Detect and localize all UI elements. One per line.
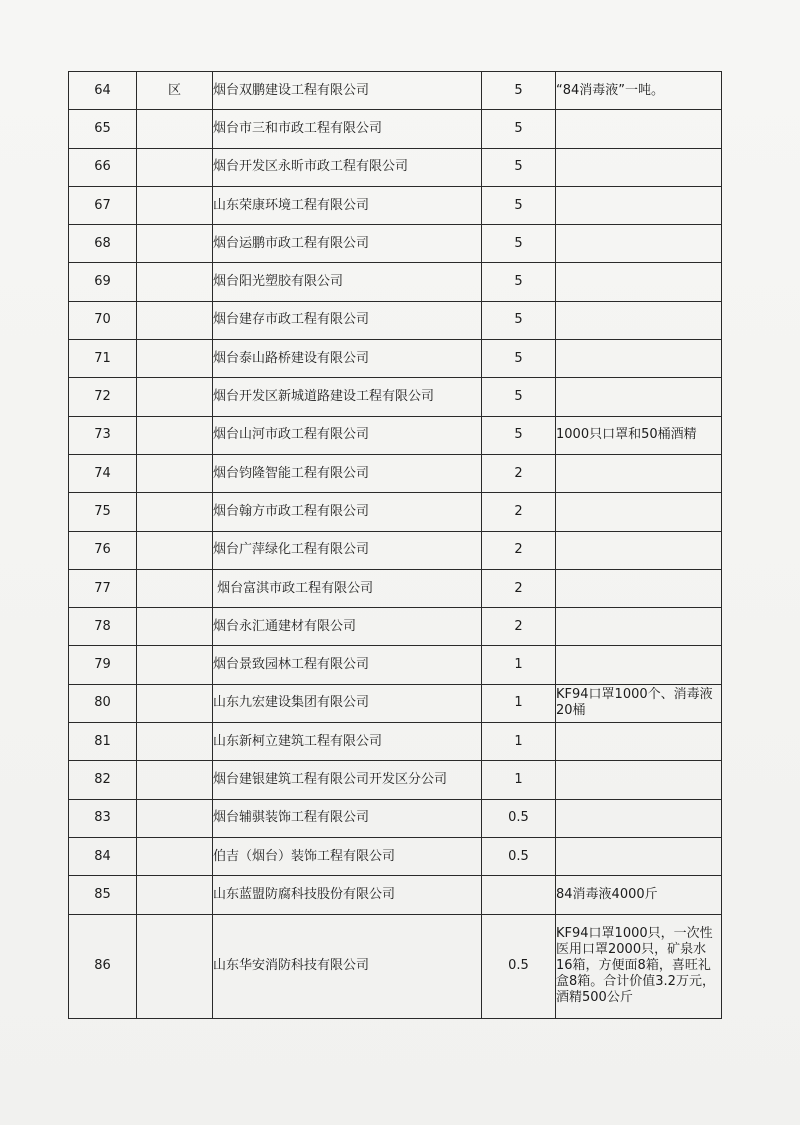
- donation-note: [556, 301, 722, 339]
- table-row: [69, 454, 722, 492]
- table-row: [69, 761, 722, 799]
- donation-note: [556, 761, 722, 799]
- donation-amount: 1: [482, 646, 556, 684]
- area-cell: [137, 914, 213, 1018]
- area-cell: [137, 837, 213, 875]
- table-row: [69, 340, 722, 378]
- area-cell: [137, 531, 213, 569]
- company-name: 山东九宏建设集团有限公司: [213, 684, 482, 722]
- company-name: 烟台运鹏市政工程有限公司: [213, 225, 482, 263]
- company-name: 山东华安消防科技有限公司: [213, 914, 482, 1018]
- area-cell: [137, 761, 213, 799]
- row-number: 65: [69, 110, 137, 148]
- area-cell: [137, 454, 213, 492]
- donation-note: KF94口罩1000只，一次性医用口罩2000只，矿泉水16箱，方便面8箱，喜旺礼盒8箱。合计价值3.2万元，酒精500公斤: [556, 914, 722, 1018]
- table-row: [69, 416, 722, 454]
- row-number: 86: [69, 914, 137, 1018]
- company-name: 烟台广萍绿化工程有限公司: [213, 531, 482, 569]
- donation-note: 84消毒液4000斤: [556, 876, 722, 914]
- area-cell: [137, 148, 213, 186]
- company-name: 烟台景致园林工程有限公司: [213, 646, 482, 684]
- area-cell: [137, 608, 213, 646]
- table-row: [69, 646, 722, 684]
- table-row: [69, 684, 722, 722]
- donation-amount: 5: [482, 72, 556, 110]
- table-row: [69, 837, 722, 875]
- company-name: 烟台钧隆智能工程有限公司: [213, 454, 482, 492]
- area-cell: [137, 110, 213, 148]
- row-number: 83: [69, 799, 137, 837]
- donation-note: [556, 531, 722, 569]
- row-number: 77: [69, 569, 137, 607]
- donation-amount: 5: [482, 263, 556, 301]
- area-cell: [137, 723, 213, 761]
- company-name: 烟台山河市政工程有限公司: [213, 416, 482, 454]
- area-cell: [137, 378, 213, 416]
- row-number: 82: [69, 761, 137, 799]
- donation-amount: 5: [482, 110, 556, 148]
- area-cell: [137, 301, 213, 339]
- row-number: 66: [69, 148, 137, 186]
- donation-amount: 0.5: [482, 914, 556, 1018]
- table-row: [69, 876, 722, 914]
- company-name: 烟台开发区永昕市政工程有限公司: [213, 148, 482, 186]
- row-number: 85: [69, 876, 137, 914]
- area-cell: [137, 684, 213, 722]
- donation-note: [556, 225, 722, 263]
- table-row: [69, 148, 722, 186]
- donation-amount: 5: [482, 378, 556, 416]
- row-number: 67: [69, 186, 137, 224]
- row-number: 73: [69, 416, 137, 454]
- donation-amount: 5: [482, 186, 556, 224]
- table-row: [69, 914, 722, 1018]
- donation-note: [556, 454, 722, 492]
- donation-note: [556, 493, 722, 531]
- row-number: 79: [69, 646, 137, 684]
- area-cell: [137, 646, 213, 684]
- company-name: 烟台双鹏建设工程有限公司: [213, 72, 482, 110]
- company-name: 烟台市三和市政工程有限公司: [213, 110, 482, 148]
- donation-note: [556, 837, 722, 875]
- donation-note: [556, 186, 722, 224]
- row-number: 74: [69, 454, 137, 492]
- company-name: 烟台富淇市政工程有限公司: [213, 569, 482, 607]
- donation-note: [556, 646, 722, 684]
- donation-amount: 1: [482, 723, 556, 761]
- row-number: 69: [69, 263, 137, 301]
- company-name: 烟台建存市政工程有限公司: [213, 301, 482, 339]
- company-name: 山东荣康环境工程有限公司: [213, 186, 482, 224]
- table-row: [69, 378, 722, 416]
- area-cell: [137, 340, 213, 378]
- row-number: 75: [69, 493, 137, 531]
- donation-note: [556, 723, 722, 761]
- table-row: [69, 186, 722, 224]
- donation-amount: 5: [482, 225, 556, 263]
- donation-table: [68, 71, 722, 1019]
- company-name: 烟台翰方市政工程有限公司: [213, 493, 482, 531]
- area-cell: [137, 186, 213, 224]
- donation-amount: 2: [482, 608, 556, 646]
- row-number: 78: [69, 608, 137, 646]
- table-row: [69, 301, 722, 339]
- table-row: [69, 225, 722, 263]
- company-name: 伯吉（烟台）装饰工程有限公司: [213, 837, 482, 875]
- donation-note: [556, 263, 722, 301]
- donation-amount: [482, 876, 556, 914]
- donation-note: “84消毒液”一吨。: [556, 72, 722, 110]
- area-cell: [137, 416, 213, 454]
- table-body: [69, 72, 722, 1019]
- donation-note: 1000只口罩和50桶酒精: [556, 416, 722, 454]
- table-row: [69, 110, 722, 148]
- table-row: [69, 608, 722, 646]
- area-cell: [137, 263, 213, 301]
- row-number: 64: [69, 72, 137, 110]
- company-name: 山东新柯立建筑工程有限公司: [213, 723, 482, 761]
- donation-note: [556, 569, 722, 607]
- row-number: 84: [69, 837, 137, 875]
- row-number: 71: [69, 340, 137, 378]
- donation-note: [556, 148, 722, 186]
- donation-amount: 0.5: [482, 837, 556, 875]
- row-number: 72: [69, 378, 137, 416]
- donation-amount: 1: [482, 761, 556, 799]
- company-name: 山东蓝盟防腐科技股份有限公司: [213, 876, 482, 914]
- table-row: [69, 72, 722, 110]
- donation-amount: 5: [482, 416, 556, 454]
- donation-amount: 1: [482, 684, 556, 722]
- area-cell: [137, 569, 213, 607]
- company-name: 烟台建银建筑工程有限公司开发区分公司: [213, 761, 482, 799]
- area-cell: [137, 799, 213, 837]
- area-cell: [137, 225, 213, 263]
- donation-note: [556, 340, 722, 378]
- donation-amount: 2: [482, 454, 556, 492]
- row-number: 68: [69, 225, 137, 263]
- table-row: [69, 531, 722, 569]
- area-cell: [137, 493, 213, 531]
- donation-note: [556, 378, 722, 416]
- donation-amount: 5: [482, 340, 556, 378]
- area-cell: [137, 876, 213, 914]
- company-name: 烟台永汇通建材有限公司: [213, 608, 482, 646]
- donation-amount: 0.5: [482, 799, 556, 837]
- table-row: [69, 569, 722, 607]
- company-name: 烟台泰山路桥建设有限公司: [213, 340, 482, 378]
- company-name: 烟台阳光塑胶有限公司: [213, 263, 482, 301]
- company-name: 烟台辅骐装饰工程有限公司: [213, 799, 482, 837]
- donation-note: [556, 608, 722, 646]
- donation-note: [556, 799, 722, 837]
- area-label: 区: [137, 72, 213, 110]
- donation-amount: 2: [482, 569, 556, 607]
- row-number: 70: [69, 301, 137, 339]
- donation-amount: 2: [482, 493, 556, 531]
- table-row: [69, 799, 722, 837]
- table-row: [69, 263, 722, 301]
- row-number: 81: [69, 723, 137, 761]
- row-number: 76: [69, 531, 137, 569]
- donation-note: KF94口罩1000个、消毒液20桶: [556, 684, 722, 722]
- donation-amount: 5: [482, 148, 556, 186]
- donation-note: [556, 110, 722, 148]
- table-row: [69, 493, 722, 531]
- donation-amount: 5: [482, 301, 556, 339]
- donation-amount: 2: [482, 531, 556, 569]
- row-number: 80: [69, 684, 137, 722]
- company-name: 烟台开发区新城道路建设工程有限公司: [213, 378, 482, 416]
- table-row: [69, 723, 722, 761]
